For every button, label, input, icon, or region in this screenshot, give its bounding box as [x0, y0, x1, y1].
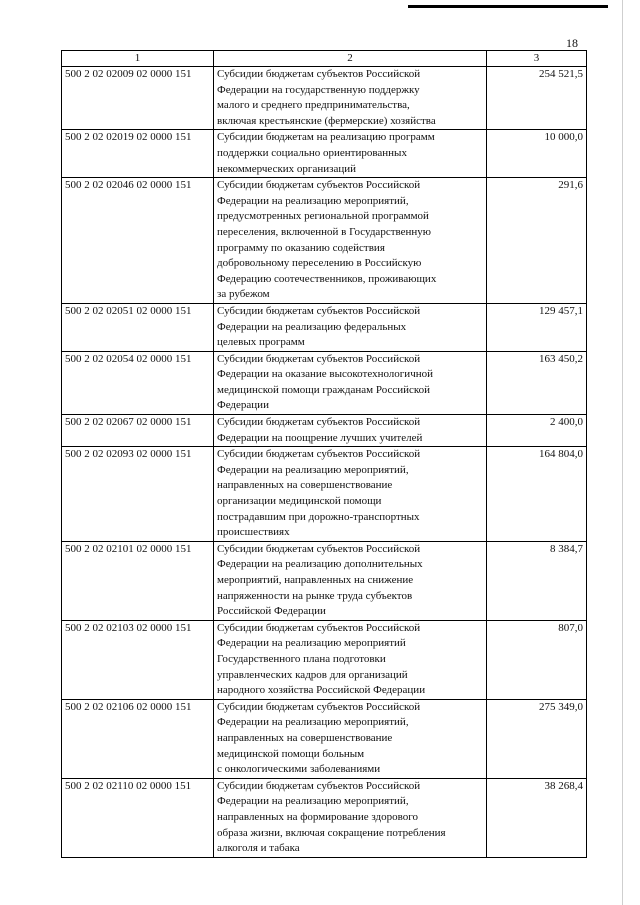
subsidy-description [214, 447, 487, 542]
description-line: напряженности на рынке труда субъектов [217, 589, 413, 602]
description-line: Субсидии бюджетам субъектов Российской [217, 448, 421, 461]
amount-value: 2 400,0 [487, 415, 587, 447]
table-row [62, 699, 587, 778]
budget-code: 500 2 02 02009 02 0000 151 [62, 67, 214, 130]
description-line: направленных на совершенствование [217, 479, 393, 492]
amount-value: 163 450,2 [487, 351, 587, 414]
description-line: направленных на формирование здорового [217, 810, 418, 823]
column-header-amount: 3 [487, 51, 587, 67]
column-header-code: 1 [62, 51, 214, 67]
description-line: управленческих кадров для организаций [217, 668, 408, 681]
description-line: народного хозяйства Российской Федерации [217, 684, 426, 697]
subsidy-description [214, 303, 487, 351]
description-line: образа жизни, включая сокращение потребления [217, 826, 446, 839]
amount-value: 291,6 [487, 178, 587, 304]
table-row [62, 620, 587, 699]
description-line: Субсидии бюджетам субъектов Российской [217, 779, 421, 792]
description-line: программу по оказанию содействия [217, 241, 385, 254]
subsidy-description [214, 130, 487, 178]
subsidy-description [214, 67, 487, 130]
description-line: Субсидии бюджетам субъектов Российской [217, 542, 421, 555]
description-line: Субсидии бюджетам субъектов Российской [217, 621, 421, 634]
description-line: Субсидии бюджетам субъектов Российской [217, 352, 421, 365]
table-row [62, 130, 587, 178]
table-row [62, 415, 587, 447]
description-line: Субсидии бюджетам субъектов Российской [217, 179, 421, 192]
amount-value: 807,0 [487, 620, 587, 699]
budget-code: 500 2 02 02103 02 0000 151 [62, 620, 214, 699]
table-row [62, 351, 587, 414]
description-line: мероприятий, направленных на снижение [217, 574, 414, 586]
description-line: Федерации на поощрение лучших учителей [217, 431, 423, 444]
table-header-row [62, 51, 587, 67]
description-line: медицинской помощи больным [217, 747, 365, 760]
budget-code: 500 2 02 02046 02 0000 151 [62, 178, 214, 304]
subsidy-description [214, 541, 487, 620]
description-line: некоммерческих организаций [217, 162, 356, 175]
description-line: Федерации [217, 399, 269, 412]
table-body [62, 67, 587, 858]
amount-value: 38 268,4 [487, 778, 587, 857]
description-line: добровольному переселению в Российскую [217, 257, 422, 270]
description-line: Федерации на реализацию мероприятий, [217, 716, 409, 729]
budget-code: 500 2 02 02019 02 0000 151 [62, 130, 214, 178]
column-header-name: 2 [214, 51, 487, 67]
table-row [62, 303, 587, 351]
amount-value: 10 000,0 [487, 130, 587, 178]
description-line: Федерации на реализацию мероприятий, [217, 463, 409, 476]
description-line: алкоголя и табака [217, 842, 300, 855]
page-number: 18 [566, 36, 578, 50]
description-line: за рубежом [217, 288, 270, 301]
budget-table [61, 50, 587, 858]
description-line: Субсидии бюджетам на реализацию программ [217, 131, 435, 144]
description-line: Федерации на реализацию мероприятий, [217, 194, 409, 207]
description-line: поддержки социально ориентированных [217, 146, 407, 159]
description-line: Федерации на реализацию дополнительных [217, 558, 423, 571]
description-line: направленных на совершенствование [217, 731, 393, 744]
amount-value: 129 457,1 [487, 303, 587, 351]
subsidy-description [214, 778, 487, 857]
table-row [62, 778, 587, 857]
description-line: происшествиях [217, 526, 290, 539]
table-row [62, 447, 587, 542]
description-line: Государственного плана подготовки [217, 652, 386, 665]
budget-code: 500 2 02 02054 02 0000 151 [62, 351, 214, 414]
description-line: Субсидии бюджетам субъектов Российской [217, 416, 421, 429]
description-line: Федерацию соотечественников, проживающих [217, 272, 437, 285]
table-row [62, 541, 587, 620]
description-line: пострадавшим при дорожно-транспортных [217, 510, 420, 523]
budget-code: 500 2 02 02093 02 0000 151 [62, 447, 214, 542]
description-line: с онкологическими заболеваниями [217, 763, 381, 776]
amount-value: 164 804,0 [487, 447, 587, 542]
subsidy-description [214, 351, 487, 414]
description-line: организации медицинской помощи [217, 495, 382, 508]
description-line: Федерации на оказание высокотехнологичной [217, 368, 433, 381]
table-row [62, 178, 587, 304]
budget-code: 500 2 02 02067 02 0000 151 [62, 415, 214, 447]
description-line: Российской Федерации [217, 605, 326, 618]
description-line: переселения, включенной в Государственную [217, 225, 432, 238]
budget-code: 500 2 02 02110 02 0000 151 [62, 778, 214, 857]
description-line: целевых программ [217, 336, 305, 349]
description-line: медицинской помощи гражданам Российской [217, 383, 431, 396]
amount-value: 8 384,7 [487, 541, 587, 620]
description-line: Федерации на реализацию мероприятий, [217, 795, 409, 808]
budget-code: 500 2 02 02106 02 0000 151 [62, 699, 214, 778]
description-line: Федерации на государственную поддержку [217, 83, 420, 96]
description-line: Субсидии бюджетам субъектов Российской [217, 68, 421, 80]
amount-value: 254 521,5 [487, 67, 587, 130]
description-line: Субсидии бюджетам субъектов Российской [217, 700, 421, 713]
subsidy-description [214, 415, 487, 447]
subsidy-description [214, 699, 487, 778]
subsidy-description [214, 620, 487, 699]
description-line: Федерации на реализацию мероприятий [217, 637, 406, 650]
description-line: включая крестьянские (фермерские) хозяйства [217, 114, 436, 127]
budget-code: 500 2 02 02051 02 0000 151 [62, 303, 214, 351]
description-line: Субсидии бюджетам субъектов Российской [217, 304, 421, 317]
subsidy-description [214, 178, 487, 304]
page-edge-rule [622, 0, 623, 905]
description-line: Федерации на реализацию федеральных [217, 320, 407, 333]
amount-value: 275 349,0 [487, 699, 587, 778]
description-line: малого и среднего предпринимательства, [217, 99, 410, 112]
description-line: предусмотренных региональной программой [217, 210, 429, 223]
top-rule [408, 5, 608, 8]
table-row [62, 67, 587, 130]
budget-code: 500 2 02 02101 02 0000 151 [62, 541, 214, 620]
